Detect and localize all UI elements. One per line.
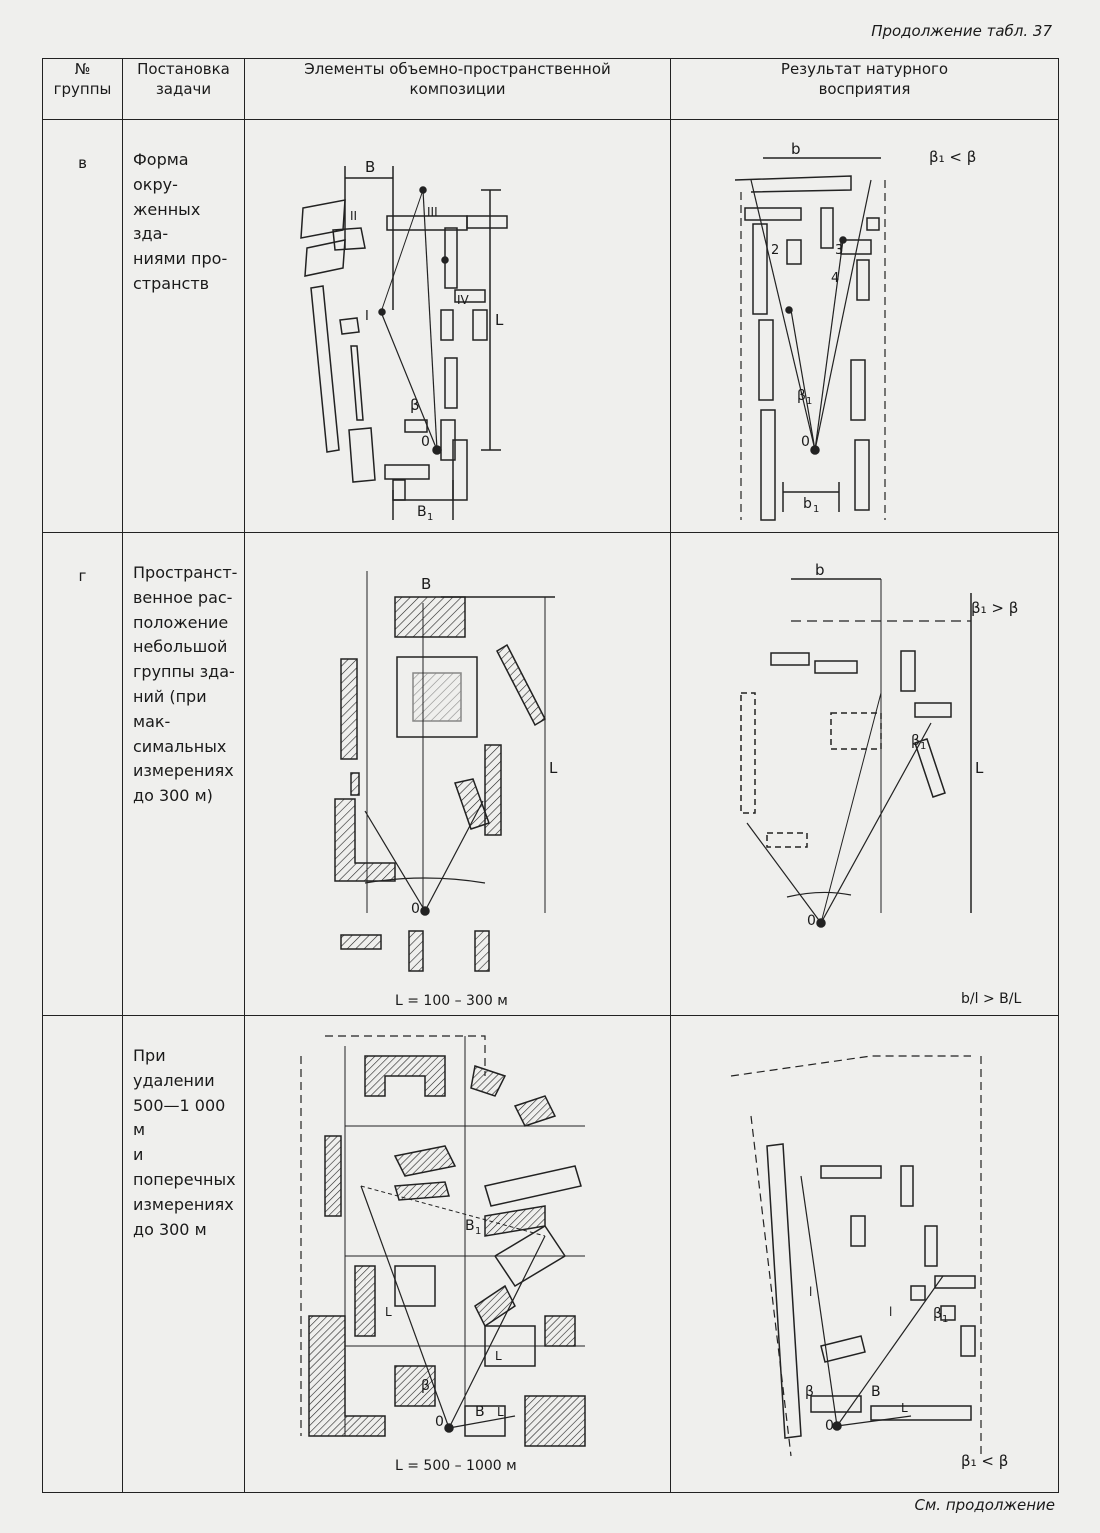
- label-beta1: β: [797, 388, 806, 404]
- enclosed-space-plan: [245, 120, 671, 532]
- label-L6: L: [497, 1405, 504, 1419]
- building: [393, 480, 405, 500]
- label-beta1: β: [933, 1306, 942, 1322]
- label-b: b: [791, 140, 801, 158]
- building: [395, 597, 465, 637]
- task-cell: Пространст- венное рас- положение небольшой группы зда- ний (при мак- симальных измерениях до 300 м): [123, 533, 245, 1016]
- building: [855, 440, 869, 510]
- label-B1-sub: 1: [427, 512, 434, 523]
- building: [349, 428, 375, 482]
- building: [821, 208, 833, 248]
- table-row: [43, 533, 1059, 1016]
- building: [467, 216, 507, 228]
- building: [867, 218, 879, 230]
- label-B1: B: [417, 504, 427, 520]
- sight-line: [423, 190, 437, 450]
- label-beta1-sub: 1: [920, 741, 927, 752]
- viewpoint-marker: [445, 1424, 453, 1432]
- header-row: [43, 59, 1059, 120]
- viewpoint-marker: [833, 1422, 841, 1430]
- label-IV: IV: [457, 293, 469, 307]
- label-b1: b: [803, 496, 812, 512]
- perception-diagram: [671, 1016, 1059, 1492]
- building: [475, 931, 489, 971]
- urban-district-plan: [245, 1016, 671, 1492]
- label-origin: 0: [801, 434, 810, 450]
- building: [771, 653, 809, 665]
- building: [405, 420, 427, 432]
- header-group-number: [43, 59, 123, 120]
- building: [961, 1326, 975, 1356]
- label-origin: 0: [807, 913, 816, 929]
- label-b: b: [815, 561, 825, 579]
- building: [525, 1396, 585, 1446]
- label-I: I: [365, 309, 369, 324]
- viewpoint-marker: [811, 446, 819, 454]
- result-figure-cell: [671, 1016, 1059, 1493]
- building: [515, 1096, 555, 1126]
- ratio-label: β₁ > β: [971, 599, 1019, 617]
- building: [325, 1136, 341, 1216]
- label-beta: β: [421, 1378, 430, 1394]
- label-origin: 0: [411, 901, 420, 917]
- perception-diagram: [671, 533, 1059, 1015]
- sight-line: [837, 1276, 943, 1426]
- result-figure-cell: [671, 120, 1059, 533]
- result-figure-cell: [671, 533, 1059, 1016]
- group-number-cell: в: [43, 120, 123, 533]
- viewpoint-marker: [817, 919, 825, 927]
- label-l1: l: [809, 1285, 813, 1299]
- task-cell: Форма окру- женных зда- ниями про- странств: [123, 120, 245, 533]
- perception-diagram: [671, 120, 1059, 532]
- building-group-plan: [245, 533, 671, 1015]
- label-B: B: [365, 158, 376, 176]
- header-elements: [245, 59, 671, 120]
- building: [815, 661, 857, 673]
- building: [445, 358, 457, 408]
- sight-line: [791, 310, 815, 450]
- ratio-label-2: b/l > B/L: [961, 991, 1022, 1007]
- building: [745, 208, 801, 220]
- label-origin: 0: [421, 434, 430, 450]
- label-B1: B: [465, 1218, 475, 1234]
- label-III: III: [427, 205, 438, 219]
- label-L: L: [549, 759, 558, 777]
- group-number-cell: [43, 1016, 123, 1493]
- building: [355, 1266, 375, 1336]
- label-B: B: [475, 1404, 485, 1420]
- building: [305, 240, 345, 276]
- distance-label: L = 100 – 300 м: [395, 993, 508, 1009]
- ratio-label: β₁ < β: [929, 148, 977, 166]
- sight-line: [381, 312, 437, 450]
- header-task: [123, 59, 245, 120]
- sight-line: [425, 801, 483, 911]
- building: [857, 260, 869, 300]
- label-beta: β: [805, 1384, 814, 1400]
- elements-figure-cell: [245, 533, 671, 1016]
- building: [497, 645, 545, 725]
- task-cell: При удалении 500—1 000 м и поперечных измерениях до 300 м: [123, 1016, 245, 1493]
- building: [851, 1216, 865, 1246]
- header-result: [671, 59, 1059, 120]
- building: [485, 1166, 581, 1206]
- building: [395, 1146, 455, 1176]
- label-L5: L: [495, 1349, 502, 1363]
- building: [475, 1286, 515, 1326]
- label-B: B: [871, 1384, 881, 1400]
- building: [471, 1066, 505, 1096]
- header-elements-text: Элементы объемно-пространственной композиции: [304, 60, 611, 99]
- building: [915, 703, 951, 717]
- building: [911, 1286, 925, 1300]
- building: [787, 240, 801, 264]
- label-l5: l: [889, 1305, 893, 1319]
- header-task-text: Постановка задачи: [137, 60, 230, 99]
- building: [341, 659, 357, 759]
- composition-table: [42, 58, 1059, 1493]
- ratio-label: β₁ < β: [961, 1452, 1009, 1470]
- label-L: L: [975, 759, 984, 777]
- building: [901, 1166, 913, 1206]
- table-row: [43, 1016, 1059, 1493]
- label-B: B: [421, 575, 432, 593]
- building: [473, 310, 487, 340]
- header-result-text: Результат натурного восприятия: [780, 60, 949, 99]
- label-L: L: [495, 311, 504, 329]
- square: [831, 713, 881, 749]
- table-row: [43, 120, 1059, 533]
- building: [545, 1316, 575, 1346]
- viewpoint-marker: [433, 446, 441, 454]
- label-beta1: β: [911, 733, 920, 749]
- group-number-cell: г: [43, 533, 123, 1016]
- label-B1-sub: 1: [475, 1226, 482, 1237]
- label-4: 4: [831, 271, 840, 286]
- building: [395, 1266, 435, 1306]
- sight-line: [365, 811, 425, 911]
- label-b1-sub: 1: [813, 504, 820, 515]
- label-beta: β: [410, 396, 420, 414]
- label-origin: 0: [435, 1414, 444, 1430]
- label-2: 2: [771, 243, 780, 258]
- elements-figure-cell: [245, 120, 671, 533]
- building: [385, 465, 429, 479]
- continuation-note: См. продолжение: [914, 1496, 1055, 1514]
- building: [759, 320, 773, 400]
- elements-figure-cell: [245, 1016, 671, 1493]
- viewpoint-marker: [421, 907, 429, 915]
- label-3: 3: [835, 243, 844, 258]
- building: [365, 1056, 445, 1096]
- building: [821, 1166, 881, 1178]
- label-L1: L: [385, 1305, 392, 1319]
- building: [341, 935, 381, 949]
- header-num-text: № группы: [53, 60, 112, 99]
- label-l6: L: [901, 1401, 908, 1415]
- building: [409, 931, 423, 971]
- building: [441, 310, 453, 340]
- building: [811, 1396, 861, 1412]
- building: [761, 410, 775, 520]
- distance-label: L = 500 – 1000 м: [395, 1458, 517, 1474]
- label-beta1-sub: 1: [806, 396, 813, 407]
- building: [351, 346, 363, 420]
- label-origin: 0: [825, 1418, 834, 1434]
- label-II: II: [350, 209, 358, 223]
- building: [901, 651, 915, 691]
- building: [871, 1406, 971, 1420]
- building: [851, 360, 865, 420]
- building: [301, 200, 345, 238]
- label-beta1-sub: 1: [942, 1314, 949, 1325]
- sight-line: [747, 823, 821, 923]
- table-continuation-caption: Продолжение табл. 37: [871, 22, 1052, 40]
- building: [340, 318, 359, 334]
- building: [925, 1226, 937, 1266]
- building: [311, 286, 339, 452]
